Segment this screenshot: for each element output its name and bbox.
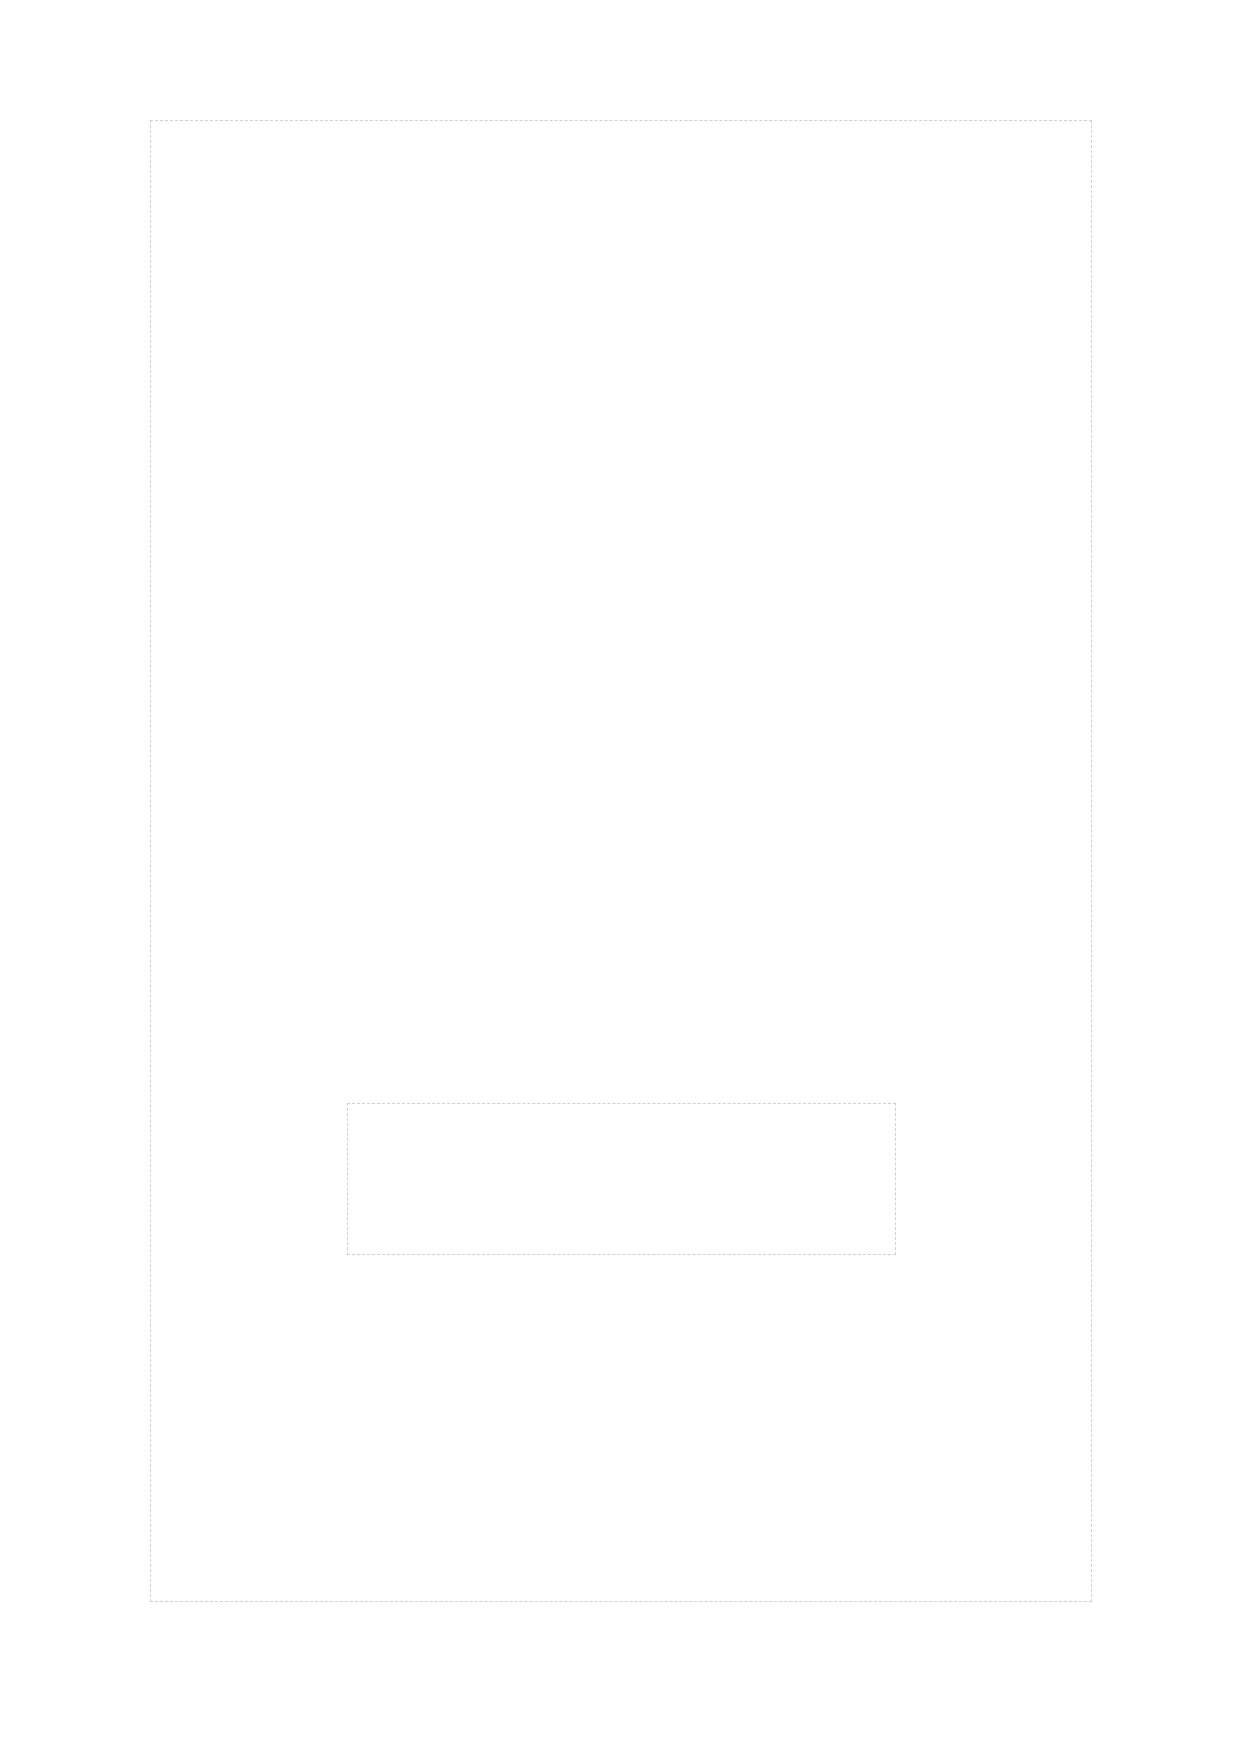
document-body-region bbox=[150, 120, 1092, 1602]
document-table-region bbox=[347, 1103, 896, 1255]
